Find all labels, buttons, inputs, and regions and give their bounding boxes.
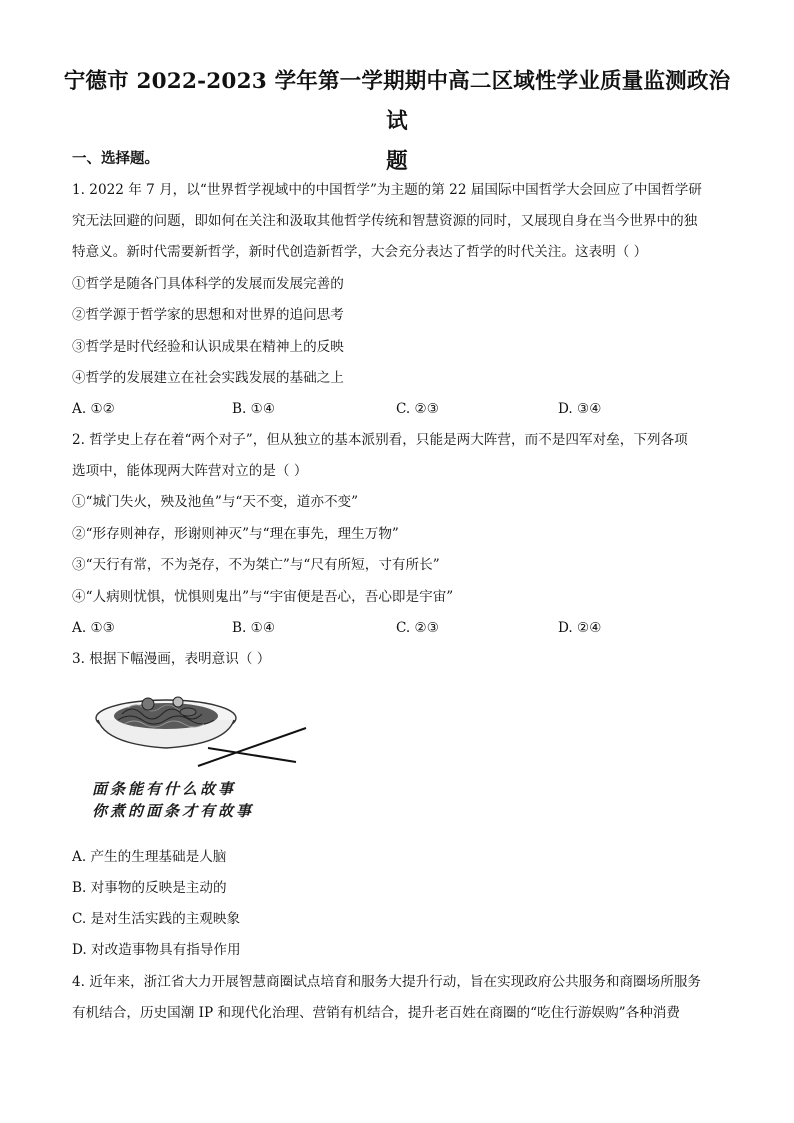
cartoon-caption-line-2: 你煮的面条才有故事 [92,802,255,820]
q3-stem: 3. 根据下幅漫画，表明意识（ ） [72,651,271,667]
q1-item-1: ①哲学是随各门具体科学的发展而发展完善的 [72,276,344,292]
q2-item-3: ③“天行有常，不为尧存，不为桀亡”与“尺有所短，寸有所长” [72,557,440,573]
q3-option-c: C. 是对生活实践的主观映象 [72,911,241,927]
q1-item-2: ②哲学源于哲学家的思想和对世界的追问思考 [72,307,344,323]
q4-stem-line-2: 有机结合，历史国潮 IP 和现代化治理、营销有机结合，提升老百姓在商圈的“吃住行游娱购”各种消费 [72,1005,680,1021]
q1-stem-line-1: 1. 2022 年 7 月，以“世界哲学视域中的中国哲学”为主题的第 22 届国际中国哲学大会回应了中国哲学研 [72,182,702,198]
q2-item-1: ①“城门失火，殃及池鱼”与“天不变，道亦不变” [72,494,359,510]
q2-item-4: ④“人病则忧惧，忧惧则鬼出”与“宇宙便是吾心，吾心即是宇宙” [72,589,454,605]
q1-stem-line-2: 究无法回避的问题，即如何在关注和汲取其他哲学传统和智慧资源的同时，又展现自身在当今世界中的独 [72,213,698,229]
q1-item-3: ③哲学是时代经验和认识成果在精神上的反映 [72,339,344,355]
q4-stem-line-1: 4. 近年来，浙江省大力开展智慧商圈试点培育和服务大提升行动，旨在实现政府公共服务和商圈场所服务 [72,974,702,990]
q2-stem-line-1: 2. 哲学史上存在着“两个对子”，但从独立的基本派别看，只能是两大阵营，而不是四军对垒，下列各项 [72,432,688,448]
title-line-1: 宁德市 2022-2023 学年第一学期期中高二区域性学业质量监测政治试 [63,69,731,134]
q1-option-d: D. ③④ [558,401,602,417]
q3-option-a: A. 产生的生理基础是人脑 [72,849,227,865]
section-heading: 一、选择题。 [72,150,159,167]
q2-option-a: A. ①③ [72,620,115,636]
q1-stem-line-3: 特意义。新时代需要新哲学，新时代创造新哲学，大会充分表达了哲学的时代关注。这表明（ ） [72,244,648,260]
q3-option-d: D. 对改造事物具有指导作用 [72,942,241,958]
q2-stem-line-2: 选项中，能体现两大阵营对立的是（ ） [72,463,308,479]
q1-option-c: C. ②③ [396,401,439,417]
q2-option-b: B. ①④ [232,620,276,636]
q1-option-a: A. ①② [72,401,115,417]
q2-item-2: ②“形存则神存，形谢则神灭”与“理在事先，理生万物” [72,526,399,542]
q1-item-4: ④哲学的发展建立在社会实践发展的基础之上 [72,370,344,386]
page-title [60,62,734,182]
q3-option-b: B. 对事物的反映是主动的 [72,880,227,896]
title-line-2: 题 [386,149,408,174]
q2-option-d: D. ②④ [558,620,602,636]
cartoon-caption-line-1: 面条能有什么故事 [92,780,237,798]
q2-option-c: C. ②③ [396,620,439,636]
q1-option-b: B. ①④ [232,401,276,417]
